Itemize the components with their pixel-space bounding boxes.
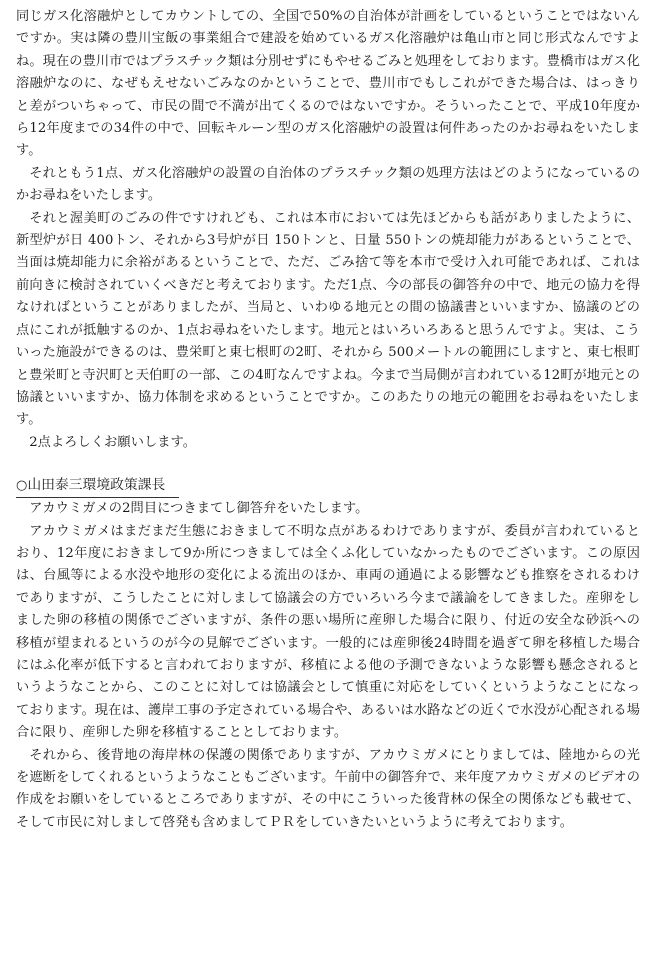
question-paragraph-2: それともう1点、ガス化溶融炉の設置の自治体のプラスチック類の処理方法はどのようになっているのかお尋ねをいたします。 xyxy=(16,165,640,204)
question-paragraph-1: 同じガス化溶融炉としてカウントしての、全国で50%の自治体が計画をしているということではないんですか。実は隣の豊川宝飯の事業組合で建設を始めているガス化溶融炉は亀山市と同じ形式なんですよね。現在の豊川市ではプラスチック類は分別せずにもやせるごみと処理をしております。豊橋市はガス化溶融炉なのに、なぜもえせないごみなのかということで、豊川市でもしこれができた場合は、はっきりと差がついちゃって、市民の間で不満が出てくるのではないですか。そういったことで、平成10年度から12年度までの34件の中で、回転キルーン型のガス化溶融炉の設置は何件あったのかお尋ねをいたします。 xyxy=(16,9,640,159)
speaker-mark: ○ xyxy=(16,478,28,494)
question-paragraph-4: 2点よろしくお願いします。 xyxy=(29,434,197,450)
speaker-heading xyxy=(16,474,179,498)
answer-paragraph-2: アカウミガメはまだまだ生態におきまして不明な点があるわけでありますが、委員が言われているとおり、12年度におきまして9か所につきましては全くふ化していなかったものでございます。この原因は、台風等による水没や地形の変化による流出のほか、車両の通過による影響なども推察をされるわけでありますが、こうしたことに対しまして協議会の方でいろいろ今まで議論をしてきました。産卵をしました卵の移植の関係でございますが、条件の悪い場所に産卵した場合に限り、付近の安全な砂浜への移植が望まれるというのが今の見解でございます。一般的には産卵後24時間を過ぎて卵を移植した場合にはふ化率が低下すると言われておりますが、移植による他の予測できないような影響も懸念されるというようなことから、このことに対しては協議会として慎重に対応をしていくというようなことになっております。現在は、護岸工事の予定されている場合や、あるいは水路などの近くで水没が心配される場合に限り、産卵した卵を移植することとしております。 xyxy=(16,523,640,741)
question-paragraph-3: それと渥美町のごみの件ですけれども、これは本市においては先ほどからも話がありましたように、新型炉が日 400トン、それから3号炉が日 150トンと、日量 550トンの焼却能力があるということで、当面は焼却能力に余裕があるということで、ただ、ごみ捨て等を本市で受け入れ可能であれば、これは前向きに検討されていくべきだと考えております。ただ1点、今の部長の御答弁の中で、地元の協力を得なければということがありましたが、当局と、いわゆる地元との間の協議書といいますか、協議のどの点にこれが抵触するのか、1点お尋ねをいたします。地元とはいろいろあると思うんですよ。実は、こういった施設ができるのは、豊栄町と東七根町の2町、それから 500メートルの範囲にしますと、東七根町と豊栄町と寺沢町と天伯町の一部、この4町なんですよね。今まで当局側が言われている12町が地元との協議といいますか、協力体制を求めるということですか。このあたりの地元の範囲をお尋ねをいたします。 xyxy=(16,210,640,428)
speaker-name: 山田泰三環境政策課長 xyxy=(27,477,166,494)
answer-paragraph-3: それから、後背地の海岸林の保護の関係でありますが、アカウミガメにとりましては、陸地からの光を遮断をしてくれるというようなこともございます。午前中の御答弁で、来年度アカウミガメのビデオの作成をお願いをしているところでありますが、その中にこういった後背林の保全の関係なども載せて、そして市民に対しまして啓発も含めましてＰＲをしていきたいというように考えております。 xyxy=(16,747,640,830)
section-spacer xyxy=(16,454,640,474)
answer-paragraph-1: アカウミガメの2問目につきまてし御答弁をいたします。 xyxy=(29,501,369,517)
document-page xyxy=(16,6,640,834)
